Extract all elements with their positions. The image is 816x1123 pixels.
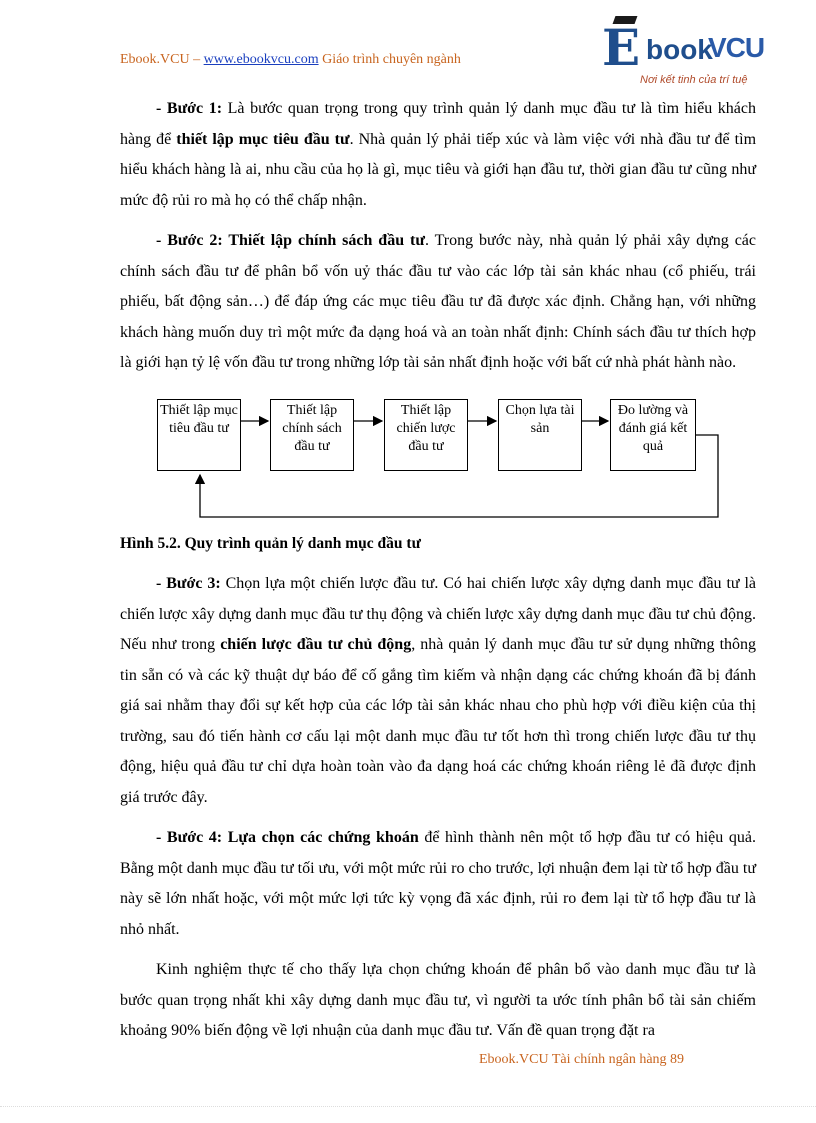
header-site: Ebook.VCU – xyxy=(120,52,204,67)
paragraph-step-2 xyxy=(120,226,756,379)
page-header xyxy=(120,52,461,68)
step-1-text-b: . Nhà quản lý phải tiếp xúc và làm việc với nhà đầu tư để tìm hiểu khách hàng là ai, nhu cầu của họ là gì, mục tiêu và giới hạn đầu tư, thời gian đầu tư cũng như mức độ rủi ro mà họ có thể chấp nhận. xyxy=(120,130,757,209)
ebook-vcu-logo xyxy=(602,18,772,98)
paragraph-step-1 xyxy=(120,94,756,216)
paragraph-experience: Kinh nghiệm thực tế cho thấy lựa chọn chứng khoán để phân bổ vào danh mục đầu tư là bước quan trọng nhất khi xây dựng danh mục đầu tư, vì người ta ước tính phân bổ tài sản chiếm khoảng 90% biến động về lợi nhuận của danh mục đầu tư. Vấn đề quan trọng đặt ra xyxy=(120,961,756,1039)
step-3-text-a: Chọn lựa một chiến lược đầu tư. Có hai chiến lược xây dựng danh mục đầu tư là chiến lược xây dựng danh mục đầu tư thụ động và chiến lược xây dựng danh mục đầu tư chủ động. Nếu như trong xyxy=(120,575,757,653)
step-4-text: để hình thành nên một tổ hợp đầu tư có hiệu quả. Bằng một danh mục đầu tư tối ưu, với một mức rủi ro cho trước, lợi nhuận đem lại từ tổ hợp đầu tư này sẽ lớn nhất hoặc, với một mức lợi tức kỳ vọng đã xác định, rủi ro đem lại từ tổ hợp đầu tư là nhỏ nhất. xyxy=(120,829,756,938)
diagram-box-2: Thiết lập chính sách đầu tư xyxy=(270,399,354,471)
step-1-text-a: Là bước quan trọng trong quy trình quản lý danh mục đầu tư là tìm hiểu khách hàng để xyxy=(120,100,756,148)
feedback-arrow xyxy=(200,435,718,517)
page-footer: Ebook.VCU Tài chính ngân hàng 89 xyxy=(479,1052,685,1067)
footer-divider xyxy=(0,1106,816,1107)
step-4-label: - Bước 4: Lựa chọn các chứng khoán xyxy=(156,829,419,846)
step-2-text: . Trong bước này, nhà quản lý phải xây dựng các chính sách đầu tư để phân bổ vốn uỷ thác đầu tư vào các lớp tài sản khác nhau (cổ phiếu, trái phiếu, bất động sản…) để đáp ứng các mục tiêu đầu tư đã được xác định. Chẳng hạn, với những khách hàng muốn duy trì một mức đa dạng hoá và an toàn nhất định: Chính sách đầu tư thích hợp là giới hạn tỷ lệ vốn đầu tư trong những lớp tài sản nhất định hoặc với bất cứ nhà phát hành nào. xyxy=(120,232,756,371)
logo-word-book: book xyxy=(646,34,713,65)
step-3-bold: chiến lược đầu tư chủ động xyxy=(220,636,412,653)
diagram-box-1: Thiết lập mục tiêu đầu tư xyxy=(157,399,241,471)
step-3-label: - Bước 3: xyxy=(156,575,221,592)
logo-letter-e: E xyxy=(602,18,641,77)
diagram-arrows xyxy=(120,389,756,523)
page-content xyxy=(120,94,756,1057)
logo-word-vcu: VCU xyxy=(708,32,765,63)
paragraph-step-3 xyxy=(120,569,756,813)
logo-tagline: Nơi kết tinh của trí tuệ xyxy=(640,74,748,86)
header-subject: Giáo trình chuyên ngành xyxy=(318,52,461,67)
step-1-bold: thiết lập mục tiêu đầu tư xyxy=(176,130,350,148)
header-url-link[interactable]: www.ebookvcu.com xyxy=(203,52,319,67)
step-2-label: - Bước 2: Thiết lập chính sách đầu tư xyxy=(156,232,425,249)
step-3-text-b: , nhà quản lý danh mục đầu tư sử dụng những thông tin sẵn có và các kỹ thuật dự báo để cố gắng tìm kiếm và nhận dạng các chứng khoán đã bị đánh giá sai nhằm thay đổi sự kết hợp của các lớp tài sản khác nhau cho phù hợp với điều kiện của thị trường, sau đó tiến hành cơ cấu lại một danh mục đầu tư tốt hơn thì trong chiến lược đầu tư thụ động, hiệu quả đầu tư chỉ dựa hoàn toàn vào đa dạng hoá các chứng khoán riêng lẻ đã được định giá trước đây. xyxy=(120,636,757,806)
step-1-label: - Bước 1: xyxy=(156,100,223,117)
figure-caption: Hình 5.2. Quy trình quản lý danh mục đầu tư xyxy=(120,534,421,552)
diagram-box-4: Chọn lựa tài sản xyxy=(498,399,582,471)
diagram-box-5: Đo lường và đánh giá kết quả xyxy=(610,399,696,471)
paragraph-step-4 xyxy=(120,823,756,945)
diagram-box-3: Thiết lập chiến lược đầu tư xyxy=(384,399,468,471)
process-diagram xyxy=(120,389,756,523)
